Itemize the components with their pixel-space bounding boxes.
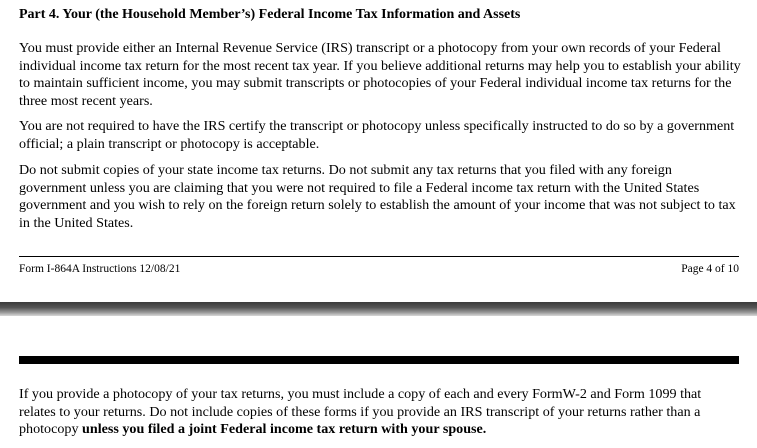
- footer-divider: [19, 256, 739, 257]
- paragraph-w2-1099-bold: unless you filed a joint Federal income tax return with your spouse.: [82, 421, 487, 437]
- part-heading: Part 4. Your (the Household Member’s) Federal Income Tax Information and Assets: [19, 7, 521, 22]
- paragraph-state-foreign-returns: Do not submit copies of your state income tax returns. Do not submit any tax returns that you filed with any foreign government unless you are claiming that you were not required to file a Federal income tax return with the United States government and you wish to rely on the foreign return solely to establish the amount of your income that was not subject to tax in the United States.: [19, 162, 736, 231]
- footer-form-id: Form I-864A Instructions 12/08/21: [19, 263, 181, 275]
- paragraph-irs-transcript: You must provide either an Internal Revenue Service (IRS) transcript or a photocopy from your own records of your Federal individual income tax return for the most recent tax year. If you believe additional returns may help you to establish your ability to maintain sufficient income, you may submit transcripts or photocopies of your Federal individual income tax returns for the three most recent years.: [19, 40, 741, 109]
- paragraph-w2-1099: [19, 386, 741, 439]
- paragraph-w2-1099-text: If you provide a photocopy of your tax returns, you must include a copy of each and every FormW-2 and Form 1099 that relates to your returns. Do not include copies of these forms if you provide an IRS transcript of your returns rather than a photocopy: [19, 386, 702, 437]
- paragraph-certification: You are not required to have the IRS certify the transcript or photocopy unless specifically instructed to do so by a government official; a plain transcript or photocopy is acceptable.: [19, 118, 735, 152]
- footer-page-number: Page 4 of 10: [681, 263, 739, 275]
- page-separator: [0, 302, 757, 316]
- header-bar: [19, 356, 739, 364]
